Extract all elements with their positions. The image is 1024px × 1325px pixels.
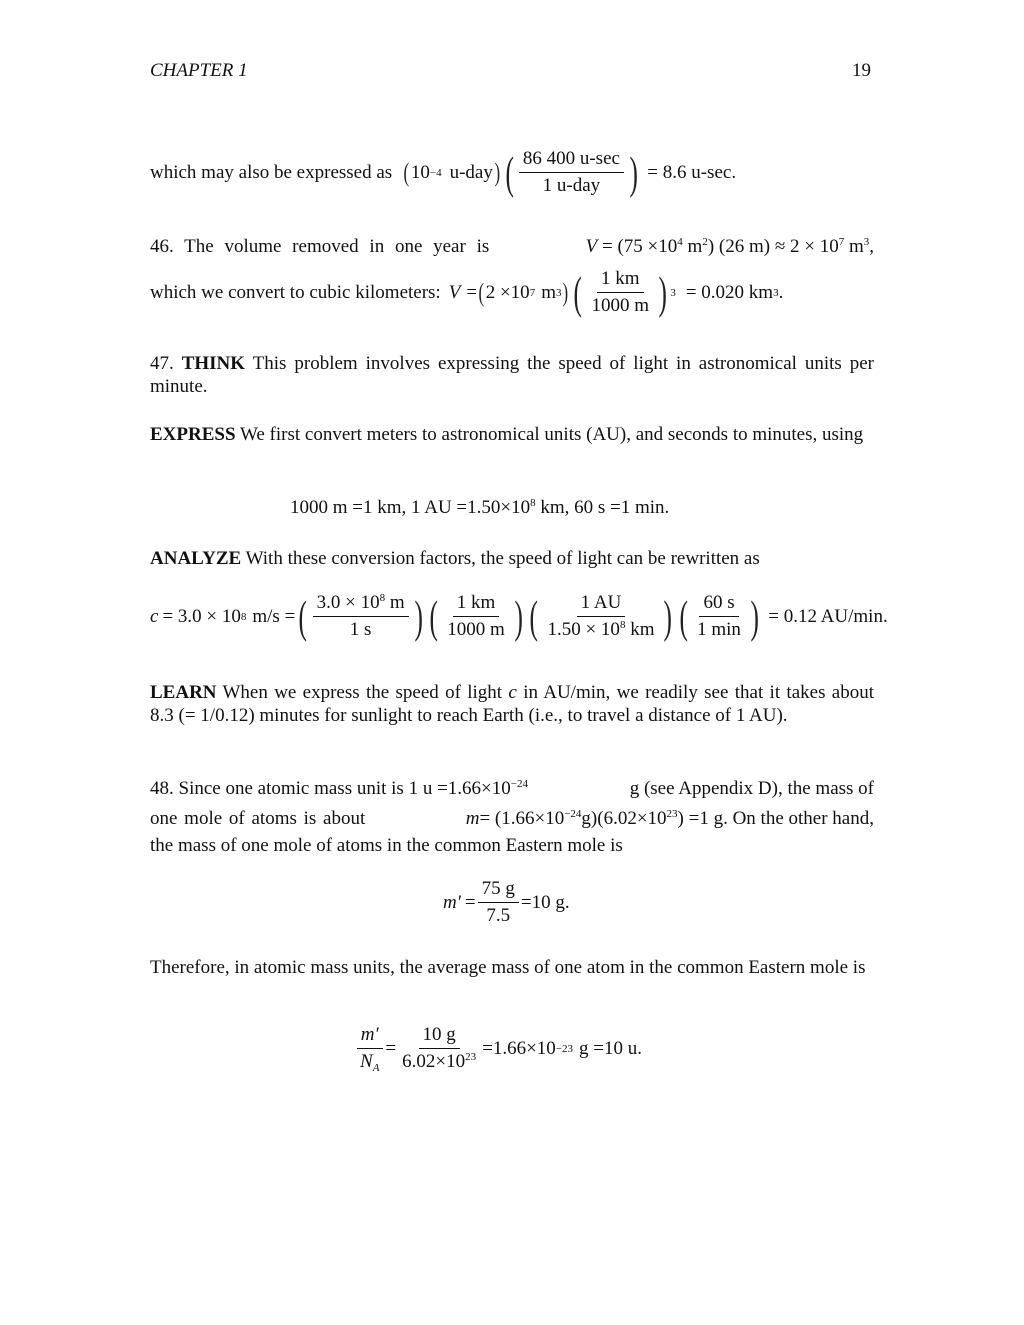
expr-part: = 3.0 × 10: [162, 605, 241, 627]
paren-left-large: (: [679, 590, 688, 642]
paren-right: ): [494, 157, 500, 187]
expr-part: m: [687, 236, 703, 257]
analyze-text: With these conversion factors, the speed of light can be rewritten as: [245, 548, 760, 569]
paren-right: ): [562, 277, 569, 307]
fraction-1: [313, 592, 409, 641]
problem-46-line-1: [150, 236, 874, 258]
problem-48-therefore: Therefore, in atomic mass units, the average mass of one atom in the common Eastern mole is: [150, 957, 866, 978]
result-text: g =10 u.: [579, 1037, 642, 1059]
fraction: [478, 878, 519, 927]
p48-line1-left: [150, 778, 528, 800]
na-variable: N: [360, 1051, 373, 1072]
think-text: This problem involves expressing the speed of light in astronomical units per minute.: [150, 353, 875, 397]
expr-part: = (75 ×10: [602, 236, 678, 257]
fraction-numerator: 86 400 u-sec: [519, 148, 624, 173]
base-number: 10: [410, 161, 430, 183]
intro-text: which may also be expressed as: [150, 161, 393, 183]
paren-right-large: ): [663, 590, 673, 642]
exp-part: 8: [619, 619, 626, 631]
num-part: 3.0 × 10: [316, 592, 380, 613]
result-text: =10 g.: [520, 891, 570, 913]
fraction-3: [543, 592, 658, 641]
problem-47-think: [150, 352, 874, 398]
analyze-label: ANALYZE: [150, 548, 242, 569]
fraction-numerator: 1 km: [597, 268, 644, 293]
text-part: = (1.66×10: [479, 808, 565, 829]
fraction-numerator: 1 AU: [577, 592, 626, 617]
paren-right-large: ): [514, 590, 523, 642]
conversion-udays-line: which may also be expressed as ( 10 −4 u-day ) ( $\frac{86 400 u-\sec}{\text{1 u-day}}$ ) = 8.6 u-sec.: [150, 146, 737, 198]
paren-right-large: ): [414, 590, 423, 642]
exp-part: 3: [863, 236, 870, 248]
fraction-numerator: 60 s: [699, 592, 738, 617]
unit-text: u-day: [449, 161, 493, 183]
expr-part: m: [848, 236, 864, 257]
exp-part: 23: [465, 1051, 477, 1063]
c-variable: c: [150, 605, 159, 627]
problem-47-express: [150, 423, 874, 446]
result-text: =1.66×10: [482, 1037, 556, 1059]
num-part: m: [389, 592, 405, 613]
mprime-variable: m′: [443, 891, 461, 913]
c-variable: c: [508, 682, 517, 703]
paren-left-large: (: [298, 590, 308, 642]
paren-left-large: (: [504, 146, 514, 198]
problem-47-analyze: [150, 547, 874, 570]
exp-part: −24: [510, 778, 528, 790]
result-text: = 0.12 AU/min.: [768, 605, 888, 627]
equals: =: [464, 891, 476, 913]
text-part: one mole of atoms is about: [150, 808, 366, 829]
problem-number: 47.: [150, 353, 174, 374]
fraction-numerator: 75 g: [478, 878, 519, 903]
paren-left-large: (: [573, 266, 583, 318]
expr-part: 2 ×10: [485, 281, 530, 303]
exp-part: 8: [379, 592, 386, 604]
m-variable: m: [465, 808, 480, 829]
learn-label: LEARN: [150, 682, 217, 703]
problem-48-line-2: [150, 808, 874, 830]
fraction-denominator: 1 s: [349, 619, 372, 640]
conversion-factors: [290, 497, 669, 519]
conv-part: 1000 m =1 km, 1 AU =1.50×10: [290, 497, 531, 518]
fraction-denominator: 1 min: [697, 619, 741, 640]
fraction-2: [443, 592, 509, 641]
page-number: 19: [852, 60, 871, 81]
fraction-numerator: [313, 592, 409, 617]
text-part: ) =1 g. On the other hand,: [677, 808, 874, 829]
fraction: [519, 148, 624, 197]
den-part: km: [630, 619, 655, 640]
den-part: 6.02×10: [402, 1051, 466, 1072]
fraction: [587, 268, 653, 317]
expr-part: .: [778, 281, 784, 303]
express-text: We first convert meters to astronomical units (AU), and seconds to minutes, using: [239, 424, 864, 445]
equals: =: [466, 281, 478, 303]
express-label: EXPRESS: [150, 424, 236, 445]
final-equation: $\frac{m'}{N_A}$ = $\frac{10 g}{6.02\times 10^{23}}$ =1.66×10 −23 g =10 u.: [354, 1024, 642, 1073]
volume-expression: [586, 236, 874, 258]
paren-left: (: [478, 277, 485, 307]
problem-46-line-2: which we convert to cubic kilometers: V = ( 2 ×10 7 m 3 ) ( $\frac{1 km}{1000 m}$ ) 3 = 0.020 km 3 .: [150, 266, 784, 318]
chapter-header: CHAPTER 1: [150, 60, 248, 81]
fraction-denominator: [543, 617, 658, 641]
exp-part: 8: [530, 497, 536, 509]
conv-part: km, 60 s =1 min.: [540, 497, 670, 518]
problem-47-learn: [150, 681, 874, 727]
fraction-denominator: 1000 m: [447, 619, 505, 640]
expr-part: ,: [869, 236, 874, 257]
exp-part: 23: [666, 808, 678, 820]
text-part: 48. Since one atomic mass unit is 1 u =1.66×10: [150, 778, 511, 799]
paren-right-large: ): [658, 266, 667, 318]
fraction-denominator: [398, 1049, 480, 1073]
fraction-denominator: 7.5: [486, 905, 511, 926]
fraction-mass: [398, 1024, 480, 1073]
problem-46-intro: 46. The volume removed in one year is: [150, 236, 490, 257]
learn-text: in AU/min, we readily see that it takes about 8.3 (= 1/0.12) minutes for sunlight to reach Earth (i.e., to travel a distance of 1 AU).: [150, 682, 874, 726]
fraction-denominator: [356, 1049, 383, 1073]
paren-left: (: [403, 157, 410, 187]
result-text: = 8.6 u-sec.: [647, 161, 737, 183]
learn-text: When we express the speed of light: [222, 682, 503, 703]
den-part: 1.50 × 10: [547, 619, 620, 640]
exp-part: 4: [677, 236, 683, 248]
fraction-denominator: 1000 m: [591, 295, 649, 316]
exp-part: 7: [838, 236, 845, 248]
exp-part: −24: [564, 808, 582, 820]
subscript: A: [372, 1062, 380, 1074]
volume-variable: V: [585, 236, 598, 257]
expr-part: m: [541, 281, 556, 303]
text-part: g (see Appendix D), the mass of: [629, 778, 874, 799]
fraction-denominator: 1 u-day: [542, 175, 601, 196]
exp-part: 2: [702, 236, 708, 248]
result-text: = 0.020 km: [685, 281, 774, 303]
fraction-mprime-na: [356, 1024, 383, 1073]
expr-part: m/s =: [252, 605, 296, 627]
speed-of-light-equation: c = 3.0 × 10 8 m/s = ( $\frac{3.0 \times 10^8 m}{1 s}$ ) ( $\frac{1 km}{1000 m}$ ) ( $\frac{1 AU}{1.50 \times 10^8 km}$ ) ( $\frac{60 s}{1 \min}$ ) = 0.12 AU/min.: [150, 590, 888, 642]
fraction-4: [693, 592, 745, 641]
think-label: THINK: [181, 353, 246, 374]
paren-right-large: ): [750, 590, 759, 642]
equals: =: [385, 1037, 397, 1059]
fraction-numerator: 1 km: [453, 592, 500, 617]
paren-left-large: (: [529, 590, 539, 642]
expr-part: ) (26 m) ≈ 2 × 10: [707, 236, 839, 257]
volume-variable: V: [448, 281, 461, 303]
fraction-numerator: m′: [357, 1024, 383, 1049]
paren-left-large: (: [429, 590, 438, 642]
problem-48-line-1: [150, 778, 874, 800]
mprime-equation: [443, 878, 570, 927]
fraction-numerator: 10 g: [419, 1024, 460, 1049]
text-part: g)(6.02×10: [581, 808, 667, 829]
paren-right-large: ): [629, 146, 638, 198]
p48-mass-expression: [466, 808, 874, 830]
problem-48-line-3: the mass of one mole of atoms in the common Eastern mole is: [150, 835, 623, 856]
convert-text: which we convert to cubic kilometers:: [150, 281, 441, 303]
